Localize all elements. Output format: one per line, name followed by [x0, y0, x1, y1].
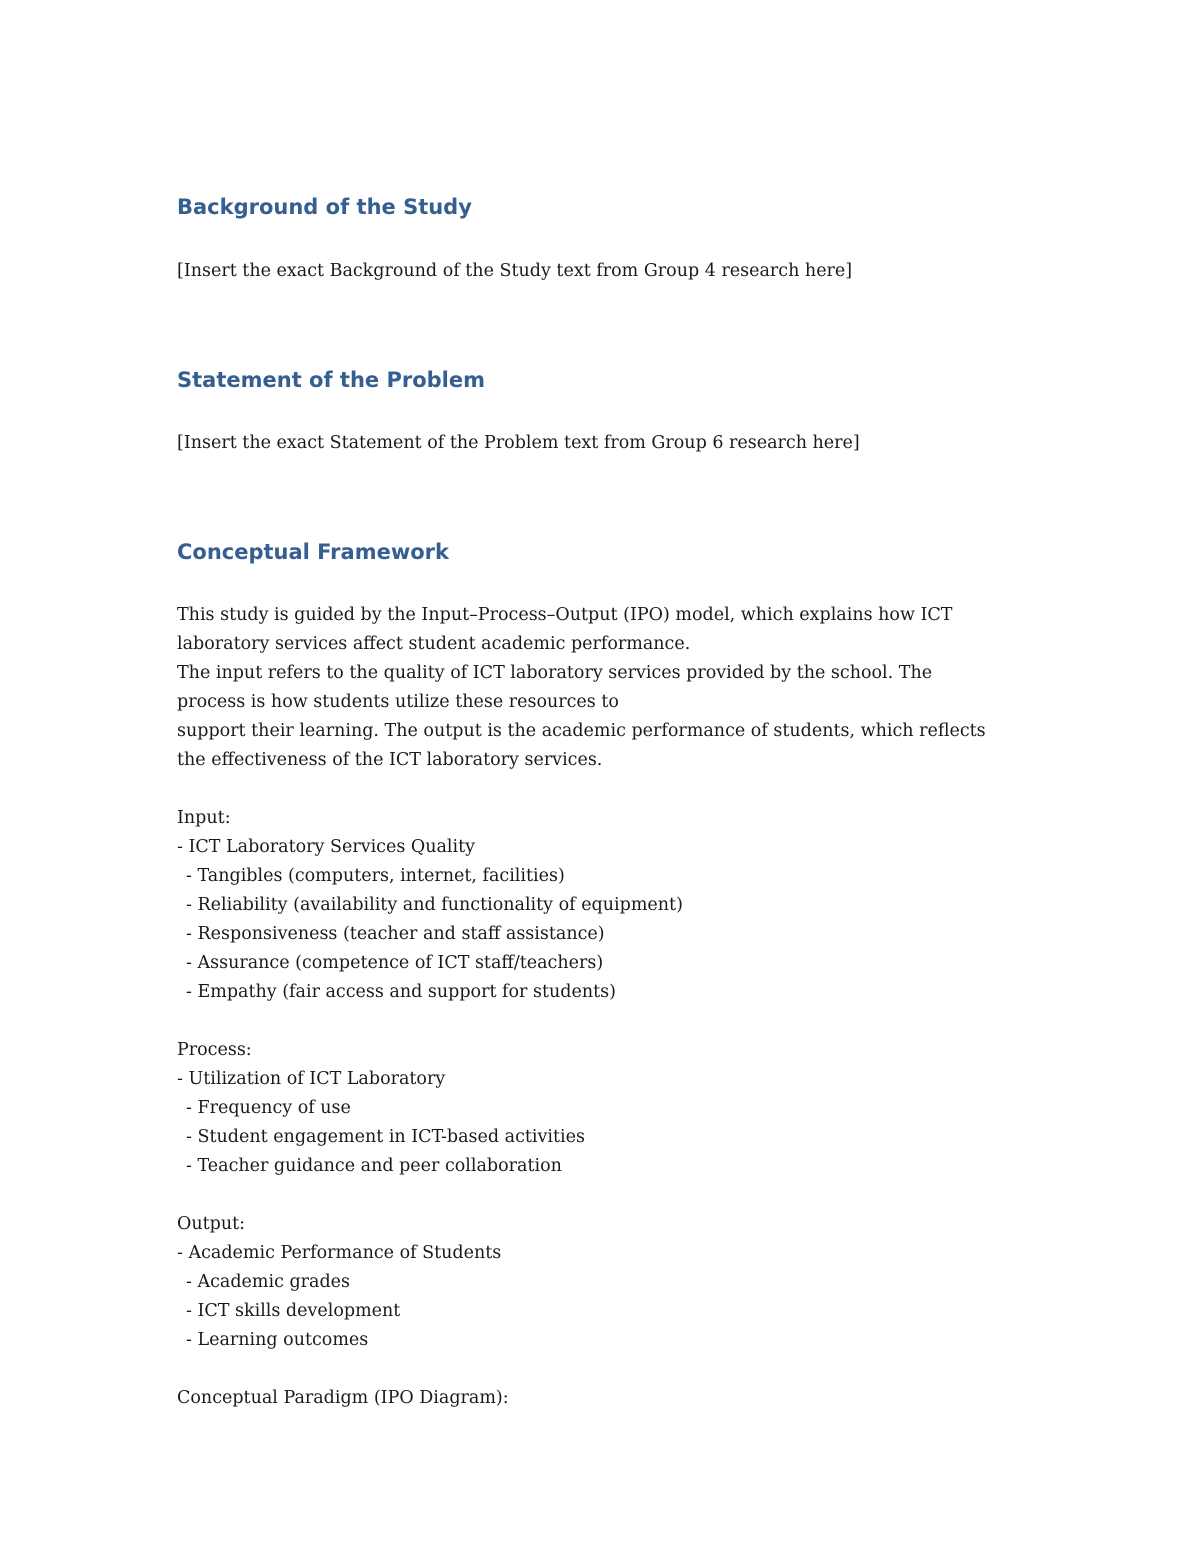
intro-line: The input refers to the quality of ICT laboratory services provided by the school. The: [177, 663, 933, 683]
process-main-item: - Utilization of ICT Laboratory: [177, 1069, 446, 1089]
output-label: Output:: [177, 1214, 246, 1234]
list-item: - Empathy (fair access and support for students): [186, 982, 616, 1002]
list-item: - ICT skills development: [186, 1301, 401, 1321]
list-item: - Tangibles (computers, internet, facilities): [186, 866, 565, 886]
intro-line: support their learning. The output is the academic performance of students, which reflects: [177, 721, 986, 741]
list-item: - Assurance (competence of ICT staff/teachers): [186, 953, 604, 973]
list-item: - Academic grades: [186, 1272, 351, 1292]
paradigm-label: Conceptual Paradigm (IPO Diagram):: [177, 1388, 509, 1408]
input-label: Input:: [177, 808, 231, 828]
input-main-item: - ICT Laboratory Services Quality: [177, 837, 476, 857]
intro-line: process is how students utilize these resources to: [177, 692, 619, 712]
problem-body: [Insert the exact Statement of the Problem text from Group 6 research here]: [177, 433, 860, 453]
input-list: [177, 804, 683, 1007]
background-heading: Background of the Study: [177, 195, 472, 219]
background-body: [Insert the exact Background of the Study text from Group 4 research here]: [177, 261, 853, 281]
list-item: - Student engagement in ICT-based activities: [186, 1127, 585, 1147]
framework-intro: [177, 601, 986, 775]
list-item: - Learning outcomes: [186, 1330, 369, 1350]
problem-heading: Statement of the Problem: [177, 368, 485, 392]
framework-heading: Conceptual Framework: [177, 540, 449, 564]
list-item: - Reliability (availability and functionality of equipment): [186, 895, 683, 915]
process-list: [177, 1036, 585, 1181]
intro-line: This study is guided by the Input–Process–Output (IPO) model, which explains how ICT: [177, 605, 953, 625]
output-main-item: - Academic Performance of Students: [177, 1243, 502, 1263]
process-label: Process:: [177, 1040, 252, 1060]
intro-line: laboratory services affect student academic performance.: [177, 634, 691, 654]
list-item: - Teacher guidance and peer collaboration: [186, 1156, 562, 1176]
list-item: - Responsiveness (teacher and staff assistance): [186, 924, 605, 944]
output-list: [177, 1210, 501, 1355]
list-item: - Frequency of use: [186, 1098, 351, 1118]
intro-line: the effectiveness of the ICT laboratory services.: [177, 750, 603, 770]
